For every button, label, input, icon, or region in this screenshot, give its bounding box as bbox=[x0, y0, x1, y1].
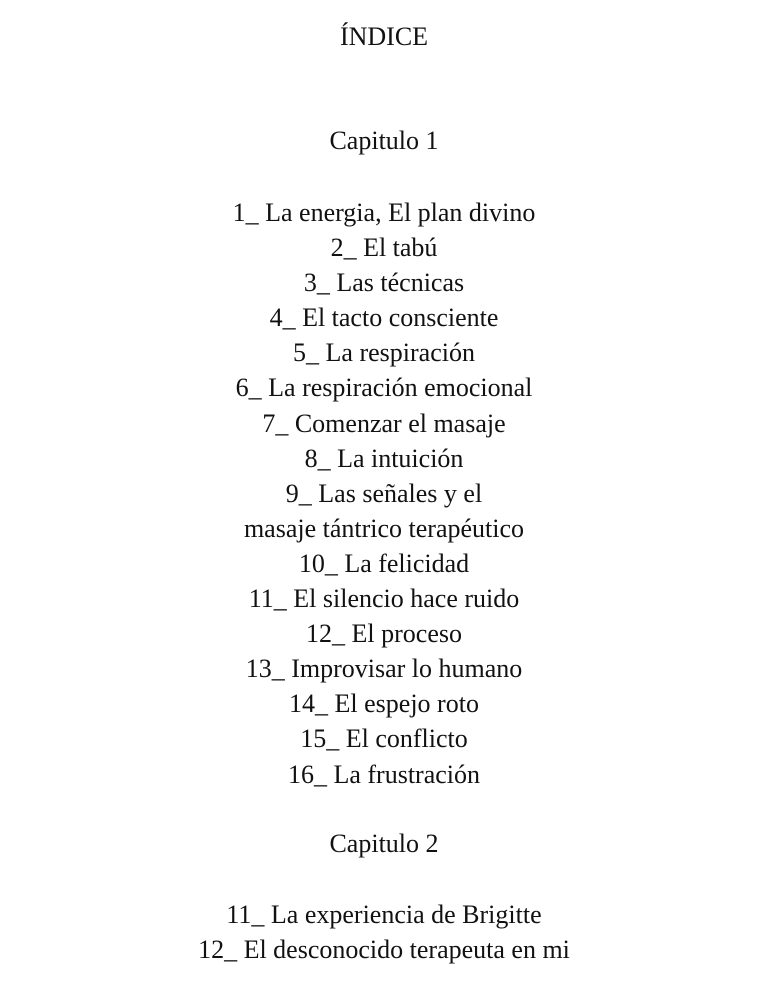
toc-entry: 13_ Improvisar lo humano bbox=[245, 654, 523, 684]
toc-entry: 1_ La energia, El plan divino bbox=[232, 198, 536, 227]
toc-entry: 9_ Las señales y el bbox=[285, 478, 483, 508]
toc-entry: 10_ La felicidad bbox=[298, 548, 470, 578]
toc-entry: 14_ El espejo roto bbox=[289, 689, 479, 719]
toc-entry: 12_ El desconocido terapeuta en mi bbox=[198, 935, 570, 965]
chapter-1-heading: Capitulo 1 bbox=[329, 126, 439, 155]
chapter-1-entries bbox=[0, 195, 768, 792]
toc-entry: 6_ La respiración emocional bbox=[235, 373, 533, 403]
toc-entry: 4_ El tacto consciente bbox=[269, 303, 499, 333]
toc-entry: 16_ La frustración bbox=[287, 759, 481, 789]
toc-entry: 5_ La respiración bbox=[293, 338, 475, 368]
toc-entry: 15_ El conflicto bbox=[300, 724, 468, 754]
toc-entry: 11_ La experiencia de Brigitte bbox=[226, 900, 542, 929]
chapter-2-entries bbox=[0, 897, 768, 967]
page-title: ÍNDICE bbox=[339, 22, 429, 51]
toc-entry-continuation: masaje tántrico terapéutico bbox=[243, 513, 525, 543]
toc-entry: 7_ Comenzar el masaje bbox=[262, 408, 506, 438]
chapter-2-heading: Capitulo 2 bbox=[329, 829, 439, 858]
toc-entry: 8_ La intuición bbox=[304, 443, 464, 473]
toc-entry: 12_ El proceso bbox=[306, 619, 462, 649]
toc-entry: 3_ Las técnicas bbox=[303, 268, 465, 298]
toc-entry: 2_ El tabú bbox=[330, 233, 438, 263]
toc-entry: 11_ El silencio hace ruido bbox=[248, 584, 520, 614]
